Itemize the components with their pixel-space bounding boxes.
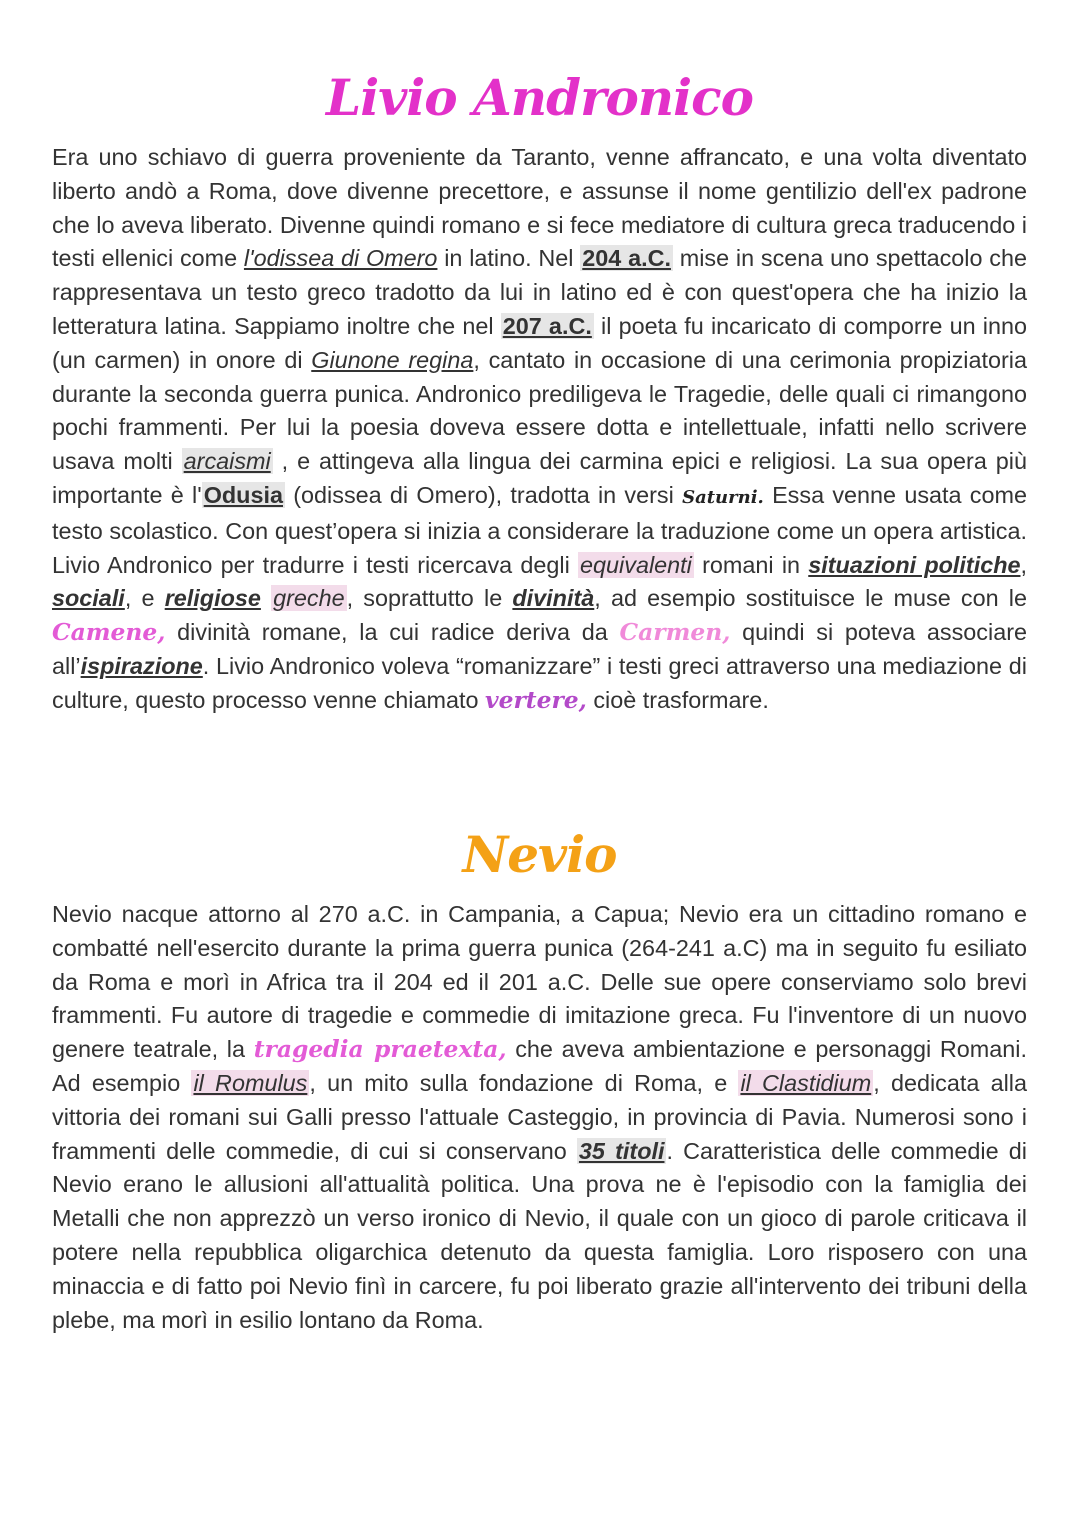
emphasis-equivalenti: equivalenti (580, 551, 692, 578)
text-run: , (1020, 551, 1027, 578)
text-run: romani in (693, 551, 809, 578)
text-run: (odissea di Omero), tradotta in versi (285, 481, 683, 508)
text-run: Era uno schiavo di guerra proveniente da Taranto, venne affrancato, e una volta diventato liberto andò a Roma, dove divenne precettore, e assunse il nome gentilizio dell'ex padrone che lo aveva liberato. Divenne quindi romano e si fece mediatore di cultura greca traducendo i testi ellenici come (52, 144, 1027, 272)
date-207: 207 a.C. (502, 312, 592, 339)
text-run: mise in scena uno spettacolo che rappresentava un testo greco tradotto da lui in latino ed è con quest'opera che ha inizio la letteratura latina. Sappiamo inoltre che nel (52, 245, 1027, 339)
text-run: divinità romane, la cui radice deriva da (165, 619, 620, 646)
text-run: , cantato in occasione di una cerimonia propiziatoria durante la seconda guerra punica. Andronico prediligeva le Tragedie, delle quali ci rimangono pochi frammenti. Per lui la poesia doveva essere dotta e intellettuale, infatti nello scrivere usava molti (52, 346, 1027, 475)
text-run: , ad esempio sostituisce le muse con le (594, 585, 1027, 612)
emphasis-35-titoli: 35 titoli (578, 1137, 665, 1164)
emphasis-clastidium: il Clastidium (740, 1069, 872, 1096)
text-run: . Livio Andronico voleva “romanizzare” i testi greci attraverso una mediazione di culture, questo processo venne chiamato (52, 652, 1027, 713)
text-run: . Caratteristica delle commedie di Nevio erano le allusioni all'attualità politica. Una prova ne è l'episodio con la famiglia dei Metalli che non apprezzò un verso ironico di Nevio, il quale con un gioco di parole criticava il potere nella repubblica oligarchica detenuto da questa famiglia. Loro risposero con una minaccia e di fatto poi Nevio finì in carcere, fu poi liberato grazie all'intervento dei tribuni della plebe, ma morì in esilio lontano da Roma. (52, 1137, 1027, 1333)
paragraph-livio-andronico (52, 141, 1027, 718)
emphasis-sociali: sociali (52, 585, 125, 612)
date-204: 204 a.C. (582, 245, 671, 272)
text-run: , e (124, 585, 165, 612)
heading-nevio: Nevio (462, 825, 617, 884)
text-run (261, 585, 271, 611)
text-run: quindi si poteva associare all’ (52, 619, 1027, 679)
emphasis-giunone: Giunone regina (311, 346, 474, 373)
text-run: , dedicata alla vittoria dei romani sui Galli presso l'attuale Casteggio, in provincia di Pavia. Numerosi sono i frammenti delle commedie, di cui si conservano (52, 1069, 1028, 1164)
text-run: che aveva ambientazione e personaggi Romani. Ad esempio (52, 1036, 1027, 1096)
emphasis-carmen: Carmen, (619, 618, 731, 647)
emphasis-situazioni-politiche: situazioni politiche (808, 551, 1021, 578)
text-run: , e attingeva alla lingua dei carmina epici e religiosi. La sua opera più importante è l' (52, 448, 1027, 508)
emphasis-tragedia-praetexta: tragedia praetexta, (253, 1035, 507, 1064)
emphasis-camene: Camene, (52, 618, 166, 647)
text-run: il poeta fu incaricato di comporre un inno (un carmen) in onore di (52, 312, 1027, 373)
paragraph-nevio (52, 898, 1027, 1337)
emphasis-arcaismi: arcaismi (183, 448, 271, 475)
emphasis-religiose: religiose (164, 585, 261, 612)
emphasis-divinita: divinità (512, 585, 595, 612)
emphasis-romulus: il Romulus (193, 1069, 308, 1096)
emphasis-odissea: l'odissea di Omero (243, 245, 438, 272)
text-run: in latino. Nel (437, 245, 581, 272)
text-run: cioè trasformare. (586, 686, 769, 713)
text-run: Nevio nacque attorno al 270 a.C. in Campania, a Capua; Nevio era un cittadino romano e combatté nell'esercito durante la prima guerra punica (264-241 a.C) ma in seguito fu esiliato da Roma e morì in Africa tra il 204 ed il 201 a.C. Delle sue opere conserviamo solo brevi frammenti. Fu autore di tragedie e commedie di imitazione greca. Fu l'inventore di un nuovo genere teatrale, la (52, 901, 1027, 1063)
emphasis-ispirazione: ispirazione (80, 652, 203, 679)
emphasis-vertere: vertere, (484, 685, 587, 714)
text-run: Essa venne usata come testo scolastico. Con quest’opera si inizia a considerare la traduzione come un opera artistica. Livio Andronico per tradurre i testi ricercava degli (52, 481, 1027, 578)
emphasis-greche: greche (273, 585, 345, 612)
emphasis-saturni: Saturni. (682, 486, 764, 508)
text-run: , un mito sulla fondazione di Roma, e (309, 1069, 739, 1096)
text-run: , soprattutto le (346, 585, 513, 612)
emphasis-odusia: Odusia (203, 481, 283, 508)
heading-livio-andronico: Livio Andronico (326, 68, 753, 127)
